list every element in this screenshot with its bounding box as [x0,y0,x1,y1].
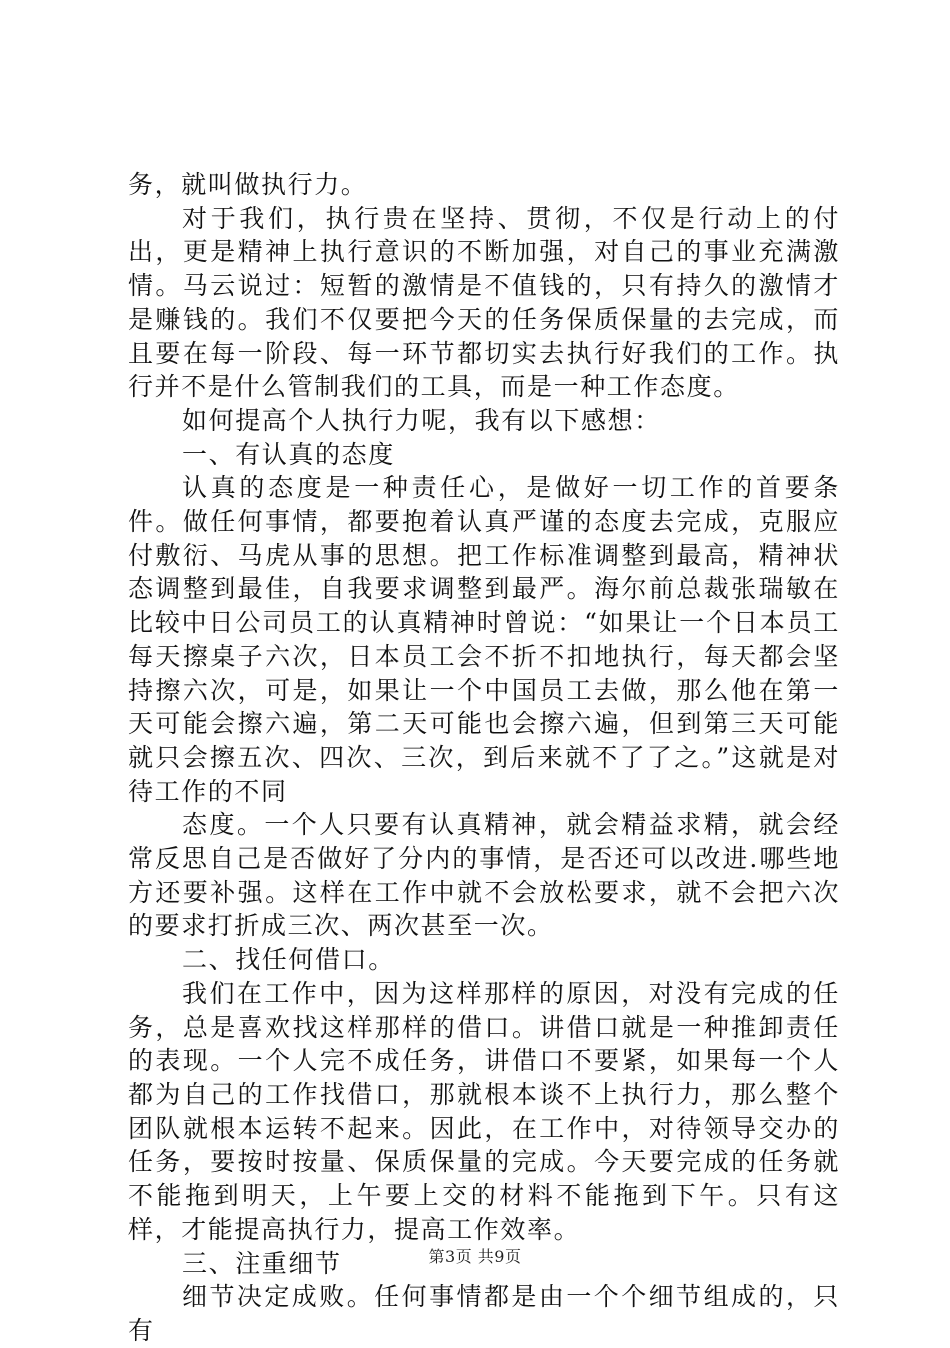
paragraph-7: 细节决定成败。任何事情都是由一个个细节组成的，只有 [128,1282,840,1345]
section-heading-2: 二、找任何借口。 [182,945,395,975]
section-heading-1: 一、有认真的态度 [182,439,395,469]
paragraph-4: 认真的态度是一种责任心，是做好一切工作的首要条件。做任何事情，都要抱着认真严谨的态度去完成，克服应付敷衍、马虎从事的思想。把工作标准调整到最高，精神状态调整到最佳，自我要求调整到最严。海尔前总裁张瑞敏在比较中日公司员工的认真精神时曾说：“如果让一个日本员工每天擦桌子六次，日本员工会不折不扣地执行，每天都会坚持擦六次，可是，如果让一个中国员工去做，那么他在第一天可能会擦六遍，第二天可能也会擦六遍，但到第三天可能就只会擦五次、四次、三次，到后来就不了了之。”这就是对待工作的不同 [128,473,840,806]
paragraph-6: 我们在工作中，因为这样那样的原因，对没有完成的任务，总是喜欢找这样那样的借口。讲借口就是一种推卸责任的表现。一个人完不成任务，讲借口不要紧，如果每一个人都为自己的工作找借口，那就根本谈不上执行力，那么整个团队就根本运转不起来。因此，在工作中，对待领导交办的任务，要按时按量、保质保量的完成。今天要完成的任务就不能拖到明天，上午要上交的材料不能拖到下午。只有这样，才能提高执行力，提高工作效率。 [128,978,840,1244]
section-heading-3: 三、注重细节 [182,1248,342,1278]
paragraph-1: 务，就叫做执行力。 [128,170,368,199]
paragraph-3: 如何提高个人执行力呢，我有以下感想： [182,405,661,435]
paragraph-2: 对于我们，执行贵在坚持、贯彻，不仅是行动上的付出，更是精神上执行意识的不断加强，对自己的事业充满激情。马云说过：短暂的激情是不值钱的，只有持久的激情才是赚钱的。我们不仅要把今天的任务保质保量的去完成，而且要在每一阶段、每一环节都切实去执行好我们的工作。执行并不是什么管制我们的工具，而是一种工作态度。 [128,203,840,402]
paragraph-5: 态度。一个人只要有认真精神，就会精益求精，就会经常反思自己是否做好了分内的事情，是否还可以改进.哪些地方还要补强。这样在工作中就不会放松要求，就不会把六次的要求打折成三次、两次甚至一次。 [128,810,840,941]
document-body [128,168,840,1348]
page-number-footer: 第3页 共9页 [428,1247,522,1266]
